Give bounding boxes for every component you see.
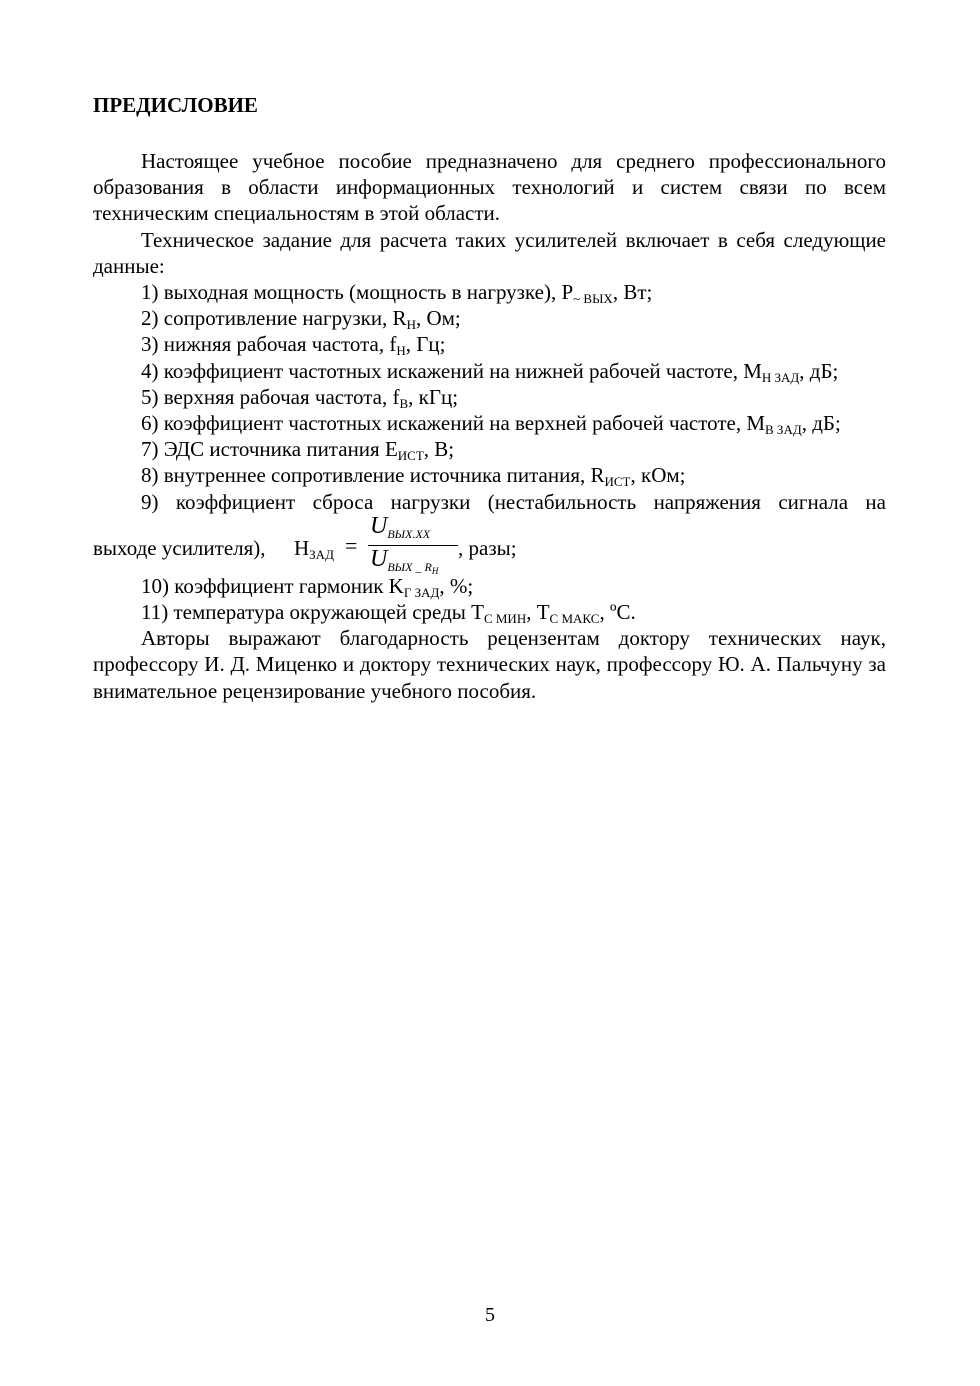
list-item-upper-frequency: 5) верхняя рабочая частота, $f_В$, кГц;: [141, 384, 459, 411]
intro-paragraph: Настоящее учебное пособие предназначено для среднего профессионального образования в области информационных технологий и систем связи по всем техническим специальностям в этой области.: [93, 149, 886, 226]
list-item-temperature: 11) температура окружающей среды $T_{С МИН}$, $T_{С МАКС}$, ºC.: [141, 600, 636, 627]
task-paragraph: Техническое задание для расчета таких усилителей включает в себя следующие данные:: [93, 227, 886, 278]
formula-line: [93, 512, 886, 576]
formula-name: $H_{ЗАД}$: [294, 535, 334, 562]
list-item-emf: 7) ЭДС источника питания $E_{ИСТ}$, В;: [141, 437, 455, 464]
page-number: 5: [485, 1304, 495, 1326]
list-item-output-power: 1) выходная мощность (мощность в нагрузке), $P_{\sim ВЫХ}$, Вт;: [141, 280, 653, 307]
formula-numerator: $U_{ВЫХ.ХХ}$: [370, 512, 431, 541]
formula-tail-text: , разы;: [458, 535, 517, 560]
document-body: [93, 92, 886, 704]
acknowledgement-paragraph: Авторы выражают благодарность рецензентам доктору технических наук, профессору И. Д. Миценко и доктору технических наук, профессору Ю. А. Пальчуну за внимательное рецензирование учебного пособия.: [93, 626, 886, 703]
list-item-upper-distortion: 6) коэффициент частотных искажений на верхней рабочей частоте, $M_{В ЗАД}$, дБ;: [141, 411, 841, 438]
list-item-internal-resistance: 8) внутреннее сопротивление источника питания, $R_{ИСТ}$, кОм;: [141, 463, 686, 490]
section-heading: ПРЕДИСЛОВИЕ: [93, 93, 258, 117]
formula-lead-text: выходе усилителя),: [93, 535, 266, 560]
list-item-lower-frequency: 3) нижняя рабочая частота, $f_Н$, Гц;: [141, 332, 446, 359]
list-item-load-resistance: 2) сопротивление нагрузки, $R_Н$, Ом;: [141, 306, 461, 333]
formula-equals: =: [345, 532, 358, 558]
list-item-load-drop: 9) коэффициент сброса нагрузки (нестабильность напряжения сигнала на: [141, 489, 886, 514]
load-drop-formula: [294, 512, 459, 576]
list-item-lower-distortion: 4) коэффициент частотных искажений на нижней рабочей частоте, $M_{Н ЗАД}$, дБ;: [141, 358, 839, 385]
list-item-harmonics: 10) коэффициент гармоник $K_{Г ЗАД}$, %;: [141, 573, 474, 600]
formula-denominator: $U_{ВЫХ \_ R_Н}$: [370, 545, 439, 576]
